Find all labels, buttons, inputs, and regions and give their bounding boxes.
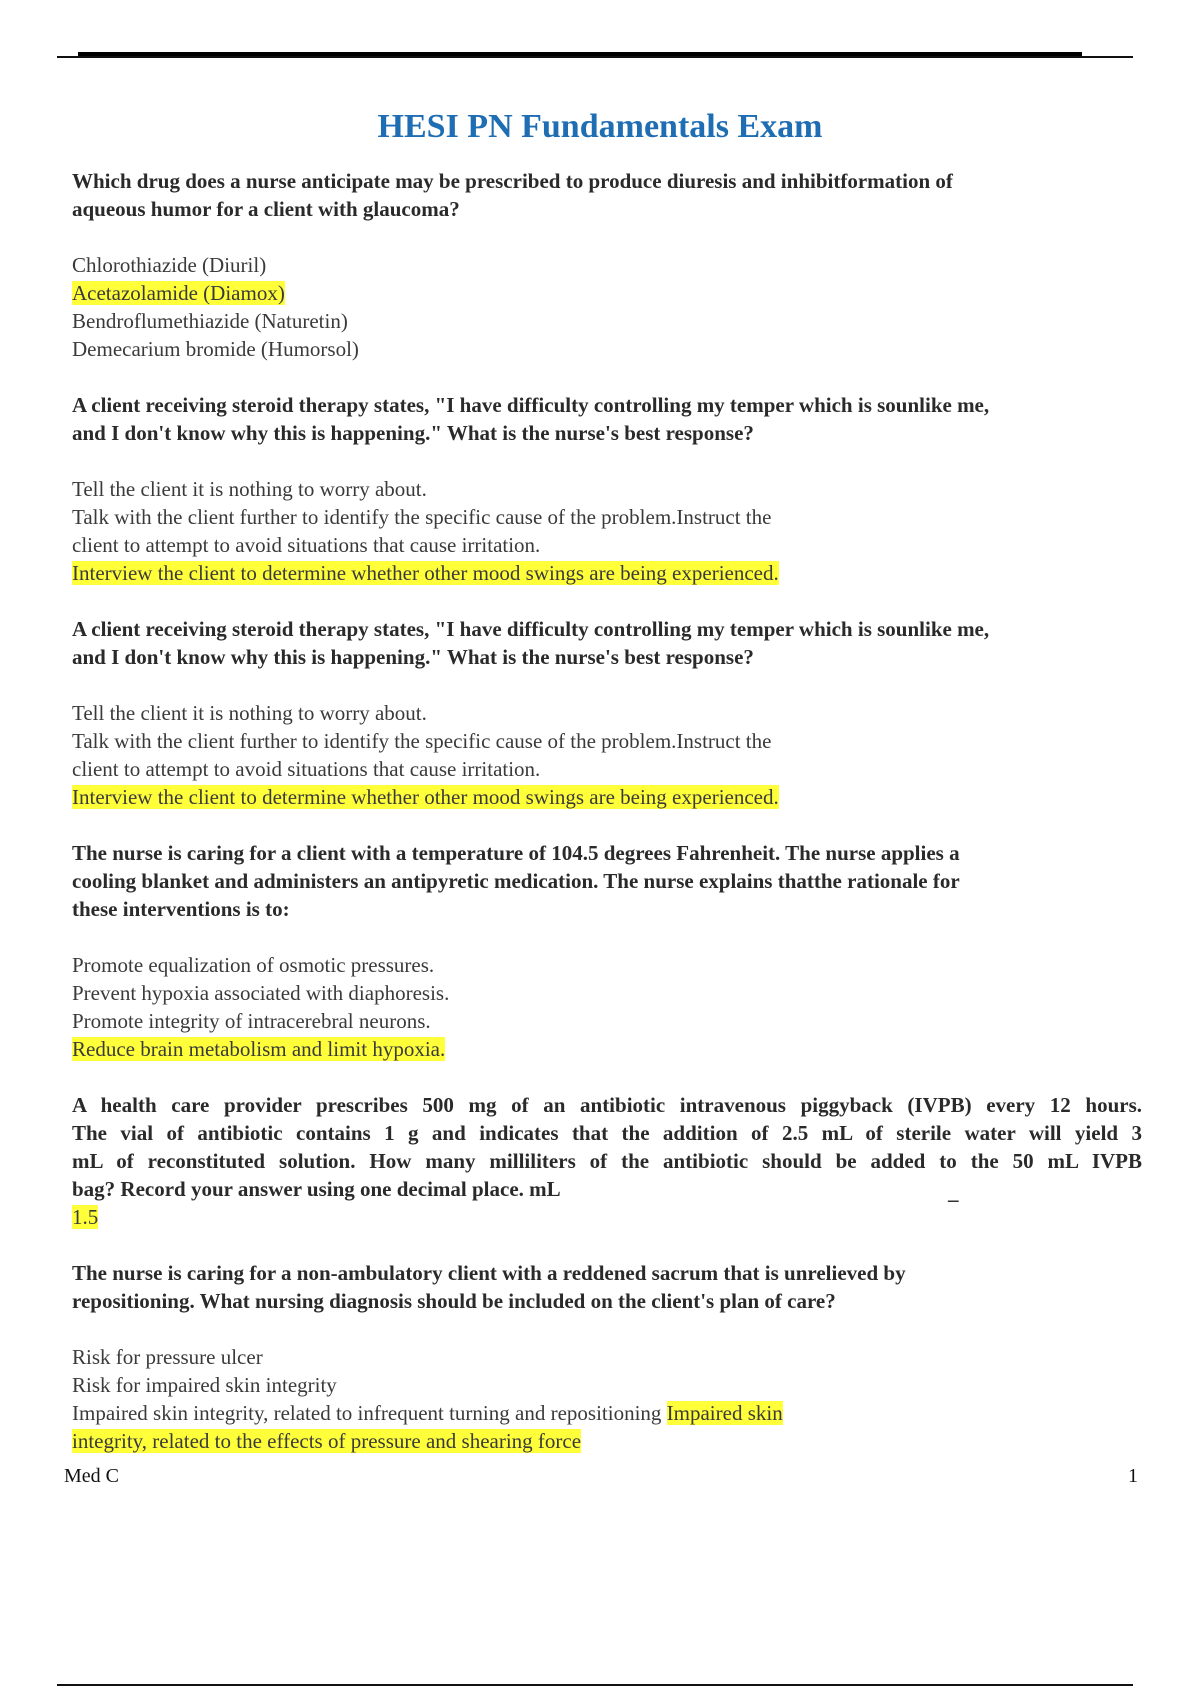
question-line: cooling blanket and administers an antipyretic medication. The nurse explains thatthe rationale for bbox=[72, 869, 960, 893]
highlighted-answer: Interview the client to determine whether other mood swings are being experienced. bbox=[72, 561, 779, 585]
highlighted-answer: Interview the client to determine whether other mood swings are being experienced. bbox=[72, 785, 779, 809]
question-line: A client receiving steroid therapy states, "I have difficulty controlling my temper which is sounlike me, bbox=[72, 617, 990, 641]
options-1 bbox=[72, 251, 1142, 363]
options-2 bbox=[72, 475, 1142, 587]
question-line: A health care provider prescribes 500 mg of an antibiotic intravenous piggyback (IVPB) every 12 hours. bbox=[72, 1093, 1142, 1117]
option: Prevent hypoxia associated with diaphoresis. bbox=[72, 981, 450, 1005]
question-2 bbox=[72, 391, 1142, 447]
option: Tell the client it is nothing to worry about. bbox=[72, 701, 427, 725]
question-4 bbox=[72, 839, 1142, 923]
option-correct bbox=[72, 279, 1142, 307]
option: Talk with the client further to identify the specific cause of the problem.Instruct the bbox=[72, 505, 772, 529]
question-line: bag? Record your answer using one decimal place. mL bbox=[72, 1177, 561, 1201]
question-line: these interventions is to: bbox=[72, 897, 290, 921]
footer-rule bbox=[57, 1684, 1133, 1686]
option: Bendroflumethiazide (Naturetin) bbox=[72, 309, 348, 333]
answer-5 bbox=[72, 1203, 1142, 1231]
question-line: mL of reconstituted solution. How many milliliters of the antibiotic should be added to the 50 mL IVPB bbox=[72, 1149, 1142, 1173]
option-text: Impaired skin integrity, related to infrequent turning and repositioning bbox=[72, 1401, 667, 1425]
option bbox=[72, 1399, 1142, 1427]
question-line: and I don't know why this is happening." What is the nurse's best response? bbox=[72, 645, 754, 669]
highlighted-answer: 1.5 bbox=[72, 1205, 99, 1229]
option: Talk with the client further to identify the specific cause of the problem.Instruct the bbox=[72, 729, 772, 753]
question-line: aqueous humor for a client with glaucoma? bbox=[72, 197, 460, 221]
option: Promote integrity of intracerebral neurons. bbox=[72, 1009, 431, 1033]
option-correct bbox=[72, 783, 1142, 811]
highlighted-answer: integrity, related to the effects of pressure and shearing force bbox=[72, 1429, 582, 1453]
highlighted-answer: Acetazolamide (Diamox) bbox=[72, 281, 285, 305]
answer-blank: _ bbox=[948, 1180, 959, 1204]
question-line: The vial of antibiotic contains 1 g and indicates that the addition of 2.5 mL of sterile water will yield 3 bbox=[72, 1121, 1142, 1145]
question-1 bbox=[72, 167, 1142, 223]
option-correct bbox=[72, 1427, 1142, 1455]
options-4 bbox=[72, 951, 1142, 1063]
header-rule bbox=[57, 56, 1133, 58]
question-line: The nurse is caring for a non-ambulatory client with a reddened sacrum that is unrelieved by bbox=[72, 1261, 906, 1285]
document-body bbox=[72, 167, 1142, 1483]
highlighted-answer: Reduce brain metabolism and limit hypoxia. bbox=[72, 1037, 446, 1061]
option: Demecarium bromide (Humorsol) bbox=[72, 337, 359, 361]
question-line: The nurse is caring for a client with a temperature of 104.5 degrees Fahrenheit. The nurse applies a bbox=[72, 841, 960, 865]
page-title: HESI PN Fundamentals Exam bbox=[377, 108, 823, 145]
option-correct bbox=[72, 1035, 1142, 1063]
question-3 bbox=[72, 615, 1142, 671]
question-line: A client receiving steroid therapy states, "I have difficulty controlling my temper which is sounlike me, bbox=[72, 393, 990, 417]
option: Promote equalization of osmotic pressures. bbox=[72, 953, 435, 977]
options-3 bbox=[72, 699, 1142, 811]
option: Chlorothiazide (Diuril) bbox=[72, 253, 267, 277]
option: client to attempt to avoid situations that cause irritation. bbox=[72, 757, 541, 781]
question-line: Which drug does a nurse anticipate may be prescribed to produce diuresis and inhibitformation of bbox=[72, 169, 953, 193]
question-6 bbox=[72, 1259, 1142, 1315]
options-6 bbox=[72, 1343, 1142, 1455]
question-5 bbox=[72, 1091, 1142, 1203]
option: Risk for impaired skin integrity bbox=[72, 1373, 337, 1397]
footer-label: Med C bbox=[64, 1465, 119, 1487]
highlighted-answer: Impaired skin bbox=[666, 1401, 783, 1425]
option: client to attempt to avoid situations that cause irritation. bbox=[72, 533, 541, 557]
page-number: 1 bbox=[1128, 1465, 1138, 1487]
question-line: repositioning. What nursing diagnosis should be included on the client's plan of care? bbox=[72, 1289, 836, 1313]
question-line: and I don't know why this is happening." What is the nurse's best response? bbox=[72, 421, 754, 445]
option-correct bbox=[72, 559, 1142, 587]
option: Tell the client it is nothing to worry about. bbox=[72, 477, 427, 501]
option: Risk for pressure ulcer bbox=[72, 1345, 263, 1369]
